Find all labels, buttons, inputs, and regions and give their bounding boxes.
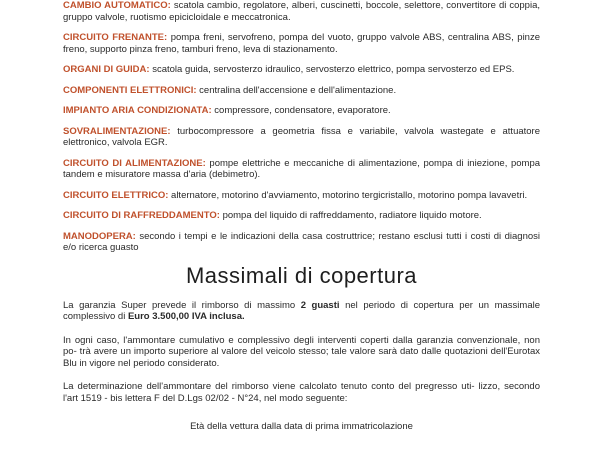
section-heading: SOVRALIMENTAZIONE: bbox=[63, 125, 171, 137]
section-body: scatola cambio, regolatore, alberi, cuscinetti, boccole, selettore, convertitore di coppia, gruppo valvole, ruotismo epicicloidale e meccatronica. bbox=[63, 0, 540, 23]
section-manodopera bbox=[63, 231, 540, 254]
section-body: scatola guida, servosterzo idraulico, servosterzo elettrico, pompa servosterzo ed EPS. bbox=[152, 64, 515, 75]
document-content bbox=[63, 0, 540, 433]
footer-partial-line: Età della vettura dalla data di prima immatricolazione bbox=[190, 421, 413, 432]
section-impianto-aria-condizionata bbox=[63, 105, 540, 117]
section-body: centralina dell'accensione e dell'alimentazione. bbox=[199, 84, 397, 96]
section-circuito-frenante bbox=[63, 32, 540, 55]
section-organi-di-guida bbox=[63, 64, 540, 76]
section-body: pompa freni, servofreno, pompa del vuoto, gruppo valvole ABS, centralina ABS, pinze freno, supporto pinza freno, tamburi freno, leva di stazionamento. bbox=[63, 32, 540, 55]
paragraph-bold-euro: Euro 3.500,00 IVA inclusa. bbox=[127, 311, 245, 322]
section-circuito-elettrico bbox=[63, 190, 540, 202]
section-sovralimentazione bbox=[63, 126, 540, 149]
section-componenti-elettronici bbox=[63, 85, 540, 97]
section-body: pompa del liquido di raffreddamento, radiatore liquido motore. bbox=[222, 210, 482, 221]
paragraph-text: nel periodo di copertura per un massimale complessivo di bbox=[63, 299, 541, 322]
section-heading: CIRCUITO FRENANTE: bbox=[63, 32, 168, 43]
section-heading: ORGANI DI GUIDA: bbox=[63, 64, 150, 75]
section-body: compressore, condensatore, evaporatore. bbox=[214, 105, 391, 116]
section-body: alternatore, motorino d'avviamento, motorino tergicristallo, motorino pompa lavavetri. bbox=[171, 189, 528, 201]
paragraph-bold-guasti: 2 guasti bbox=[300, 299, 340, 311]
paragraph-ogni-caso: In ogni caso, l'ammontare cumulativo e complessivo degli interventi coperti dalla garanzia convenzionale, non po- trà avere un importo superiore al valore del veicolo stesso; tale valore sarà dato dalle quotazioni dell'Eurotax Blu in vigore nel periodo considerato. bbox=[63, 334, 540, 369]
section-circuito-di-raffreddamento bbox=[63, 210, 540, 222]
section-heading: MANODOPERA: bbox=[63, 230, 136, 242]
paragraph-determinazione: La determinazione dell'ammontare del rimborso viene calcolato tenuto conto del pregresso uti- lizzo, secondo l'art 1519 - bis lettera F del D.Lgs 02/02 - N°24, nel modo seguente: bbox=[63, 381, 540, 404]
section-cambio-automatico bbox=[63, 0, 540, 23]
section-heading: CIRCUITO ELETTRICO: bbox=[63, 189, 169, 201]
section-heading: CAMBIO AUTOMATICO: bbox=[63, 0, 171, 11]
section-body: secondo i tempi e le indicazioni della casa costruttrice; restano esclusi tutti i costi di diagnosi e/o ricerca guasto bbox=[63, 230, 540, 253]
section-heading: CIRCUITO DI RAFFREDDAMENTO: bbox=[63, 210, 220, 221]
section-body: turbocompressore a geometria fissa e variabile, valvola wastegate e attuatore elettronico, valvola EGR. bbox=[63, 125, 541, 148]
section-heading: COMPONENTI ELETTRONICI: bbox=[63, 84, 197, 96]
page-title: Massimali di copertura bbox=[185, 262, 418, 288]
section-heading: CIRCUITO DI ALIMENTAZIONE: bbox=[63, 157, 206, 169]
paragraph-garanzia-super bbox=[63, 300, 540, 323]
section-heading: IMPIANTO ARIA CONDIZIONATA: bbox=[63, 105, 212, 116]
paragraph-text: La garanzia Super prevede il rimborso di massimo bbox=[63, 299, 296, 311]
section-body: pompe elettriche e meccaniche di alimentazione, pompa di iniezione, pompa tandem e misuratore massa d'aria (debimetro). bbox=[63, 157, 541, 180]
section-circuito-di-alimentazione bbox=[63, 158, 540, 181]
